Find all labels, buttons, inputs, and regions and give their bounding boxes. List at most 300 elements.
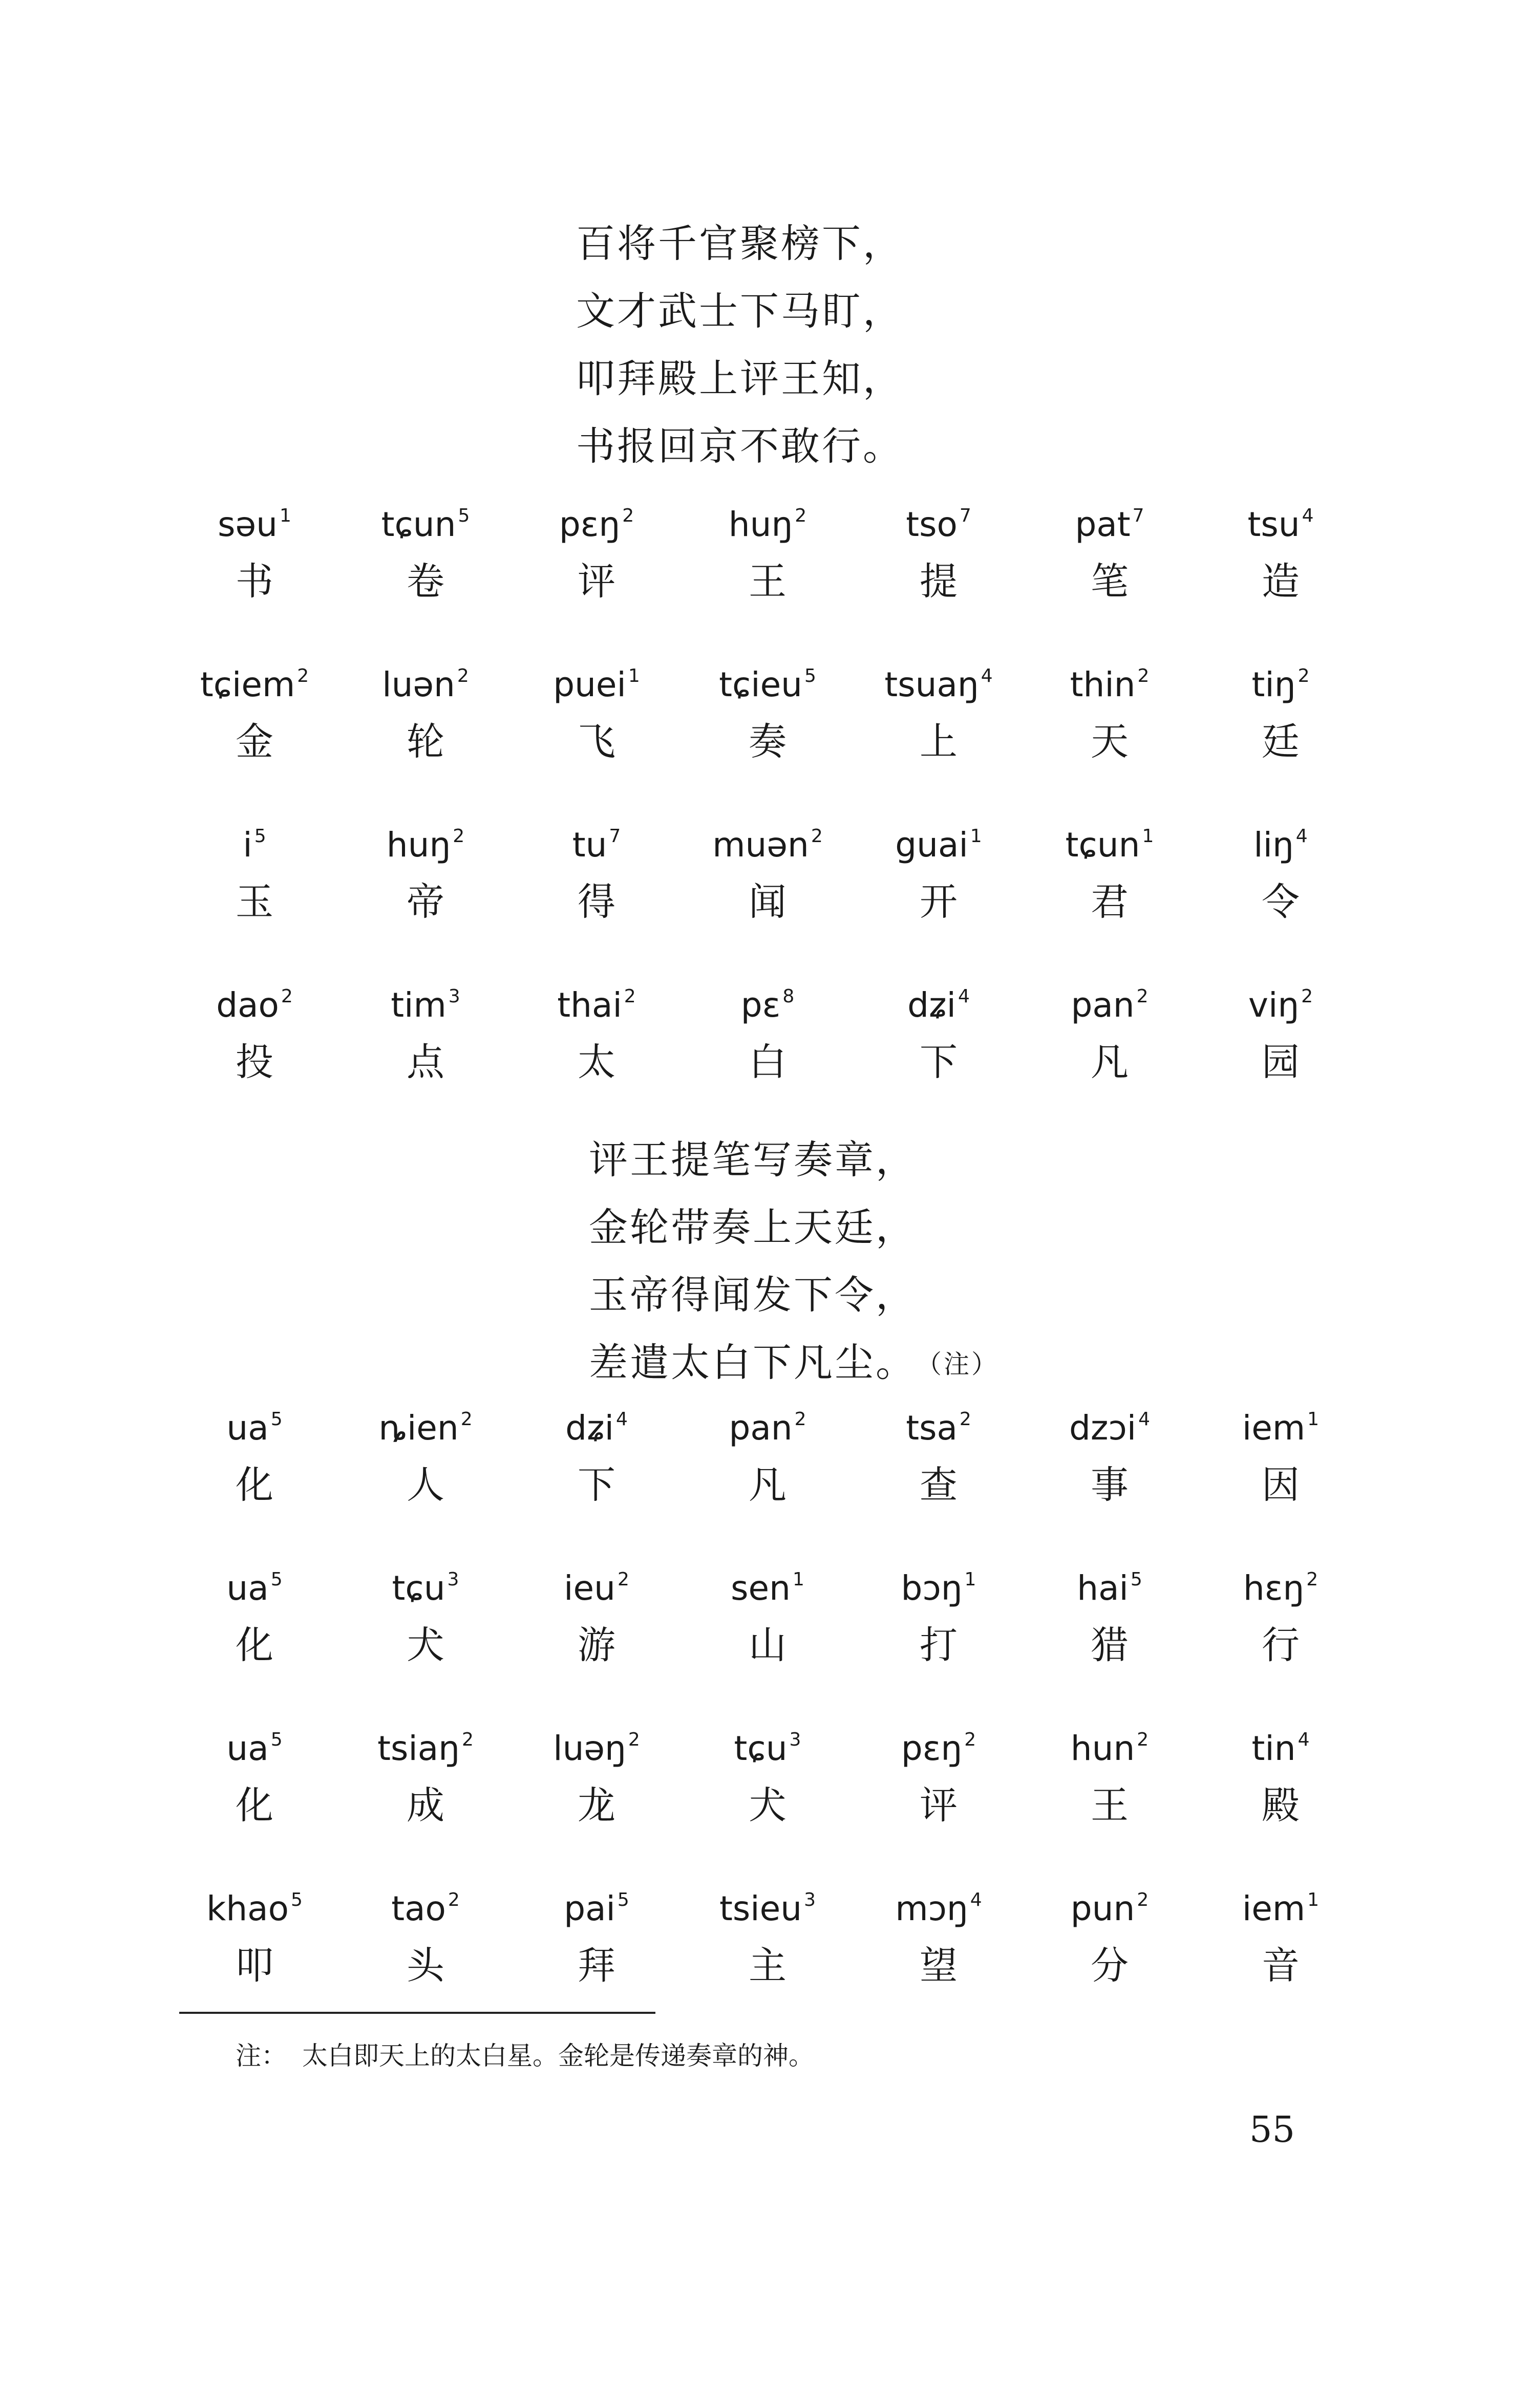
chinese-character: 评 [578, 560, 615, 604]
word-cell [340, 812, 511, 972]
romanization [553, 1715, 640, 1768]
romanization [557, 972, 636, 1025]
chinese-character: 山 [749, 1623, 786, 1667]
word-cell [682, 1876, 853, 2036]
tone-number: 4 [615, 1409, 628, 1430]
chinese-character: 廷 [1262, 720, 1300, 764]
chinese-character: 犬 [407, 1623, 444, 1667]
word-cell [682, 491, 853, 652]
tone-number: 1 [628, 665, 640, 686]
tone-number: 5 [804, 665, 816, 686]
tone-number: 4 [1138, 1409, 1151, 1430]
romanization-syllable: tao [391, 1889, 446, 1928]
footnote [236, 2036, 814, 2075]
tone-number: 2 [1298, 665, 1310, 686]
romanization-syllable: tsa [906, 1408, 958, 1448]
chinese-character: 王 [1091, 1783, 1129, 1827]
word-cell [1195, 491, 1366, 652]
grid-row [169, 1715, 1367, 1876]
romanization-syllable: dʑi [907, 985, 956, 1025]
word-cell [169, 1395, 340, 1555]
word-cell [169, 972, 340, 1132]
romanization-syllable: huŋ [386, 825, 451, 865]
romanization [206, 1876, 303, 1928]
chinese-character: 奏 [749, 720, 786, 764]
chinese-character: 游 [578, 1623, 615, 1667]
tone-number: 4 [1298, 1729, 1310, 1750]
tone-number: 2 [794, 1409, 806, 1430]
romanization-syllable: guai [895, 825, 968, 865]
romanization-syllable: viŋ [1248, 985, 1300, 1025]
tone-number: 1 [279, 505, 291, 526]
romanization [572, 812, 621, 865]
word-cell [340, 1715, 511, 1876]
word-cell [511, 972, 682, 1132]
poem-line-text: 差遣太白下凡尘。 [589, 1340, 917, 1385]
romanization [1243, 1555, 1319, 1608]
word-cell [682, 812, 853, 972]
tone-number: 2 [811, 826, 823, 847]
poem-line: 玉帝得闻发下令， [589, 1272, 917, 1318]
chinese-character: 化 [236, 1463, 273, 1507]
tone-number: 7 [959, 505, 971, 526]
poem-line: 评王提笔写奏章， [589, 1137, 917, 1182]
word-cell [1195, 1395, 1366, 1555]
tone-number: 4 [1302, 505, 1314, 526]
tone-number: 2 [1137, 1889, 1149, 1910]
tone-number: 2 [1306, 1569, 1319, 1590]
romanization [559, 491, 634, 544]
transcription-grid-bottom [169, 1395, 1367, 2036]
word-cell [169, 1555, 340, 1715]
romanization-syllable: pat [1075, 505, 1131, 544]
transcription-grid-top [169, 491, 1367, 1132]
chinese-character: 下 [578, 1463, 615, 1507]
tone-number: 2 [1137, 665, 1150, 686]
romanization [901, 1555, 976, 1608]
romanization-syllable: liŋ [1253, 825, 1294, 865]
grid-row [169, 1395, 1367, 1555]
romanization [382, 652, 469, 704]
word-cell [682, 1555, 853, 1715]
romanization [1248, 972, 1313, 1025]
chinese-character: 音 [1262, 1944, 1300, 1988]
chinese-character: 天 [1091, 720, 1129, 764]
romanization [377, 1715, 474, 1768]
chinese-character: 点 [407, 1040, 444, 1084]
word-cell [853, 812, 1024, 972]
romanization [565, 1395, 628, 1448]
word-cell [1024, 491, 1195, 652]
chinese-character: 事 [1091, 1463, 1129, 1507]
romanization [1247, 491, 1314, 544]
tone-number: 1 [1142, 826, 1154, 847]
note-reference: （注） [929, 1349, 999, 1379]
chinese-character: 得 [578, 880, 615, 924]
chinese-character: 飞 [578, 720, 615, 764]
chinese-character: 凡 [1091, 1040, 1129, 1084]
chinese-character: 头 [407, 1944, 444, 1988]
word-cell [1024, 652, 1195, 812]
word-cell [1024, 1395, 1195, 1555]
word-cell [511, 491, 682, 652]
word-cell [682, 1395, 853, 1555]
word-cell [1195, 1876, 1366, 2036]
romanization [553, 652, 640, 704]
word-cell [1024, 812, 1195, 972]
tone-number: 4 [970, 1889, 982, 1910]
footnote-divider [179, 2012, 655, 2014]
chinese-character: 人 [407, 1463, 444, 1507]
romanization-syllable: i [243, 825, 252, 865]
romanization [729, 1395, 806, 1448]
romanization-syllable: hun [1070, 1729, 1135, 1768]
word-cell [1195, 1715, 1366, 1876]
poem-line [589, 1329, 999, 1398]
romanization-syllable: tu [572, 825, 607, 865]
romanization [564, 1555, 629, 1608]
chinese-character: 园 [1262, 1040, 1300, 1084]
romanization [1251, 1715, 1310, 1768]
word-cell [169, 652, 340, 812]
romanization [564, 1876, 629, 1928]
tone-number: 8 [782, 986, 795, 1007]
tone-number: 2 [1301, 986, 1313, 1007]
romanization-syllable: khao [206, 1889, 289, 1928]
poem-line: 书报回京不敢行。 [576, 423, 904, 469]
tone-number: 2 [297, 665, 309, 686]
chinese-character: 提 [920, 560, 958, 604]
romanization-syllable: tɕun [381, 505, 456, 544]
word-cell [340, 652, 511, 812]
tone-number: 5 [254, 826, 266, 847]
word-cell [340, 1555, 511, 1715]
romanization [216, 972, 293, 1025]
romanization [719, 652, 816, 704]
chinese-character: 行 [1262, 1623, 1300, 1667]
chinese-character: 玉 [236, 880, 273, 924]
chinese-character: 分 [1091, 1944, 1129, 1988]
tone-number: 2 [624, 986, 636, 1007]
romanization [1070, 1715, 1149, 1768]
romanization-syllable: tsuaŋ [884, 665, 979, 704]
chinese-character: 下 [920, 1040, 958, 1084]
tone-number: 2 [964, 1729, 976, 1750]
chinese-character: 投 [236, 1040, 273, 1084]
romanization-syllable: tso [906, 505, 958, 544]
romanization-syllable: ua [226, 1408, 269, 1448]
tone-number: 5 [270, 1569, 283, 1590]
romanization-syllable: dʑi [565, 1408, 614, 1448]
chinese-character: 开 [920, 880, 958, 924]
tone-number: 1 [1307, 1889, 1320, 1910]
grid-row [169, 812, 1367, 972]
tone-number: 1 [964, 1569, 976, 1590]
word-cell [169, 812, 340, 972]
word-cell [853, 1555, 1024, 1715]
tone-number: 3 [804, 1889, 816, 1910]
word-cell [340, 972, 511, 1132]
tone-number: 3 [789, 1729, 801, 1750]
romanization [1251, 652, 1310, 704]
tone-number: 3 [448, 986, 460, 1007]
romanization [386, 812, 465, 865]
romanization-syllable: pan [1071, 985, 1135, 1025]
tone-number: 7 [609, 826, 621, 847]
romanization-syllable: pai [564, 1889, 615, 1928]
romanization-syllable: tɕun [1065, 825, 1140, 865]
romanization [734, 1715, 801, 1768]
chinese-character: 君 [1091, 880, 1129, 924]
romanization-syllable: tsiaŋ [377, 1729, 460, 1768]
romanization [243, 812, 266, 865]
word-cell [853, 652, 1024, 812]
romanization-syllable: tsu [1247, 505, 1300, 544]
tone-number: 1 [1307, 1409, 1320, 1430]
romanization-syllable: pɛŋ [559, 505, 621, 544]
romanization-syllable: ieu [564, 1568, 615, 1608]
poem-line: 金轮带奏上天廷， [589, 1205, 917, 1250]
romanization [907, 972, 970, 1025]
chinese-character: 望 [920, 1944, 958, 1988]
chinese-character: 笔 [1091, 560, 1129, 604]
romanization [884, 652, 993, 704]
tone-number: 5 [458, 505, 470, 526]
romanization [1070, 652, 1150, 704]
tone-number: 3 [447, 1569, 459, 1590]
chinese-character: 因 [1262, 1463, 1300, 1507]
chinese-character: 太 [578, 1040, 615, 1084]
tone-number: 4 [1295, 826, 1308, 847]
romanization-syllable: tin [1251, 1729, 1296, 1768]
grid-row [169, 652, 1367, 812]
word-cell [1195, 812, 1366, 972]
tone-number: 5 [1130, 1569, 1142, 1590]
chinese-character: 王 [749, 560, 786, 604]
page-number: 55 [1249, 2109, 1295, 2151]
romanization-syllable: iem [1242, 1889, 1306, 1928]
footnote-label: 注： [236, 2041, 287, 2071]
tone-number: 5 [617, 1889, 629, 1910]
romanization-syllable: tsieu [719, 1889, 802, 1928]
romanization-syllable: tɕiem [200, 665, 295, 704]
tone-number: 2 [281, 986, 293, 1007]
romanization-syllable: tim [391, 985, 446, 1025]
chinese-character: 猎 [1091, 1623, 1129, 1667]
romanization-syllable: iem [1242, 1408, 1306, 1448]
chinese-character: 化 [236, 1623, 273, 1667]
romanization-syllable: tɕu [392, 1568, 445, 1608]
poem-line: 百将千官聚榜下， [576, 221, 904, 266]
romanization [731, 1555, 804, 1608]
romanization [378, 1395, 473, 1448]
romanization [200, 652, 309, 704]
tone-number: 2 [457, 665, 469, 686]
chinese-character: 犬 [749, 1783, 786, 1827]
word-cell [682, 972, 853, 1132]
tone-number: 2 [622, 505, 634, 526]
footnote-text: 太白即天上的太白星。金轮是传递奏章的神。 [302, 2041, 814, 2071]
tone-number: 5 [270, 1729, 283, 1750]
romanization [1070, 1876, 1149, 1928]
romanization [1242, 1395, 1320, 1448]
romanization-syllable: pɛŋ [901, 1729, 963, 1768]
chinese-character: 造 [1262, 560, 1300, 604]
chinese-character: 主 [749, 1944, 786, 1988]
romanization-syllable: bɔŋ [901, 1568, 963, 1608]
romanization-syllable: səu [218, 505, 278, 544]
poem-line: 文才武士下马盯， [576, 288, 904, 334]
chinese-character: 白 [749, 1040, 786, 1084]
romanization [901, 1715, 976, 1768]
chinese-character: 轮 [407, 720, 444, 764]
romanization [391, 972, 460, 1025]
tone-number: 4 [958, 986, 970, 1007]
romanization [1242, 1876, 1320, 1928]
romanization [1075, 491, 1144, 544]
romanization [1077, 1555, 1142, 1608]
romanization [218, 491, 291, 544]
romanization [381, 491, 470, 544]
romanization-syllable: huŋ [728, 505, 793, 544]
romanization [712, 812, 823, 865]
romanization [1065, 812, 1154, 865]
romanization-syllable: luən [382, 665, 455, 704]
tone-number: 2 [453, 826, 465, 847]
romanization [391, 1876, 460, 1928]
grid-row [169, 1555, 1367, 1715]
word-cell [1195, 1555, 1366, 1715]
romanization-syllable: hai [1077, 1568, 1129, 1608]
poem-stanza-bottom [589, 1126, 999, 1398]
word-cell [340, 491, 511, 652]
chinese-character: 金 [236, 720, 273, 764]
romanization [906, 491, 971, 544]
romanization-syllable: thin [1070, 665, 1136, 704]
chinese-character: 龙 [578, 1783, 615, 1827]
romanization [226, 1715, 283, 1768]
romanization-syllable: ua [226, 1729, 269, 1768]
romanization-syllable: mɔŋ [895, 1889, 968, 1928]
word-cell [511, 812, 682, 972]
tone-number: 2 [617, 1569, 629, 1590]
romanization-syllable: dao [216, 985, 279, 1025]
word-cell [853, 1395, 1024, 1555]
tone-number: 2 [1136, 986, 1149, 1007]
word-cell [1024, 1876, 1195, 2036]
romanization-syllable: sen [731, 1568, 791, 1608]
word-cell [1024, 1715, 1195, 1876]
chinese-character: 上 [920, 720, 958, 764]
word-cell [1024, 972, 1195, 1132]
word-cell [1024, 1555, 1195, 1715]
word-cell [853, 1876, 1024, 2036]
romanization-syllable: ua [226, 1568, 269, 1608]
tone-number: 2 [628, 1729, 640, 1750]
romanization [1071, 972, 1149, 1025]
romanization-syllable: ȵien [378, 1408, 459, 1448]
tone-number: 5 [290, 1889, 303, 1910]
tone-number: 1 [970, 826, 982, 847]
romanization-syllable: luəŋ [553, 1729, 626, 1768]
chinese-character: 拜 [578, 1944, 615, 1988]
word-cell [169, 491, 340, 652]
poem-line: 叩拜殿上评王知， [576, 356, 904, 401]
chinese-character: 评 [920, 1783, 958, 1827]
romanization-syllable: tiŋ [1251, 665, 1296, 704]
romanization [895, 812, 982, 865]
chinese-character: 令 [1262, 880, 1300, 924]
tone-number: 4 [981, 665, 993, 686]
grid-row [169, 491, 1367, 652]
chinese-character: 查 [920, 1463, 958, 1507]
chinese-character: 卷 [407, 560, 444, 604]
romanization-syllable: puei [553, 665, 626, 704]
word-cell [853, 491, 1024, 652]
tone-number: 2 [959, 1409, 971, 1430]
romanization [226, 1395, 283, 1448]
romanization-syllable: hɛŋ [1243, 1568, 1305, 1608]
romanization [895, 1876, 982, 1928]
chinese-character: 书 [236, 560, 273, 604]
word-cell [1195, 972, 1366, 1132]
tone-number: 1 [792, 1569, 804, 1590]
word-cell [682, 652, 853, 812]
romanization [740, 972, 795, 1025]
romanization-syllable: pun [1070, 1889, 1135, 1928]
romanization [1069, 1395, 1151, 1448]
romanization-syllable: dzɔi [1069, 1408, 1137, 1448]
romanization-syllable: pan [729, 1408, 793, 1448]
romanization-syllable: thai [557, 985, 622, 1025]
romanization-syllable: tɕu [734, 1729, 788, 1768]
romanization [226, 1555, 283, 1608]
word-cell [853, 972, 1024, 1132]
chinese-character: 闻 [749, 880, 786, 924]
word-cell [340, 1395, 511, 1555]
chinese-character: 殿 [1262, 1783, 1300, 1827]
grid-row [169, 972, 1367, 1132]
romanization-syllable: muən [712, 825, 809, 865]
word-cell [853, 1715, 1024, 1876]
word-cell [511, 652, 682, 812]
romanization-syllable: pɛ [740, 985, 781, 1025]
romanization [1253, 812, 1308, 865]
word-cell [511, 1715, 682, 1876]
romanization [906, 1395, 971, 1448]
romanization [719, 1876, 816, 1928]
tone-number: 2 [795, 505, 807, 526]
word-cell [1195, 652, 1366, 812]
chinese-character: 帝 [407, 880, 444, 924]
poem-stanza-top [576, 210, 904, 480]
chinese-character: 化 [236, 1783, 273, 1827]
tone-number: 7 [1132, 505, 1144, 526]
tone-number: 5 [270, 1409, 283, 1430]
romanization [728, 491, 807, 544]
word-cell [511, 1395, 682, 1555]
tone-number: 2 [1137, 1729, 1149, 1750]
chinese-character: 成 [407, 1783, 444, 1827]
word-cell [682, 1715, 853, 1876]
tone-number: 2 [460, 1409, 473, 1430]
romanization [392, 1555, 459, 1608]
chinese-character: 打 [920, 1623, 958, 1667]
word-cell [169, 1715, 340, 1876]
word-cell [511, 1555, 682, 1715]
romanization-syllable: tɕieu [719, 665, 803, 704]
tone-number: 2 [448, 1889, 460, 1910]
